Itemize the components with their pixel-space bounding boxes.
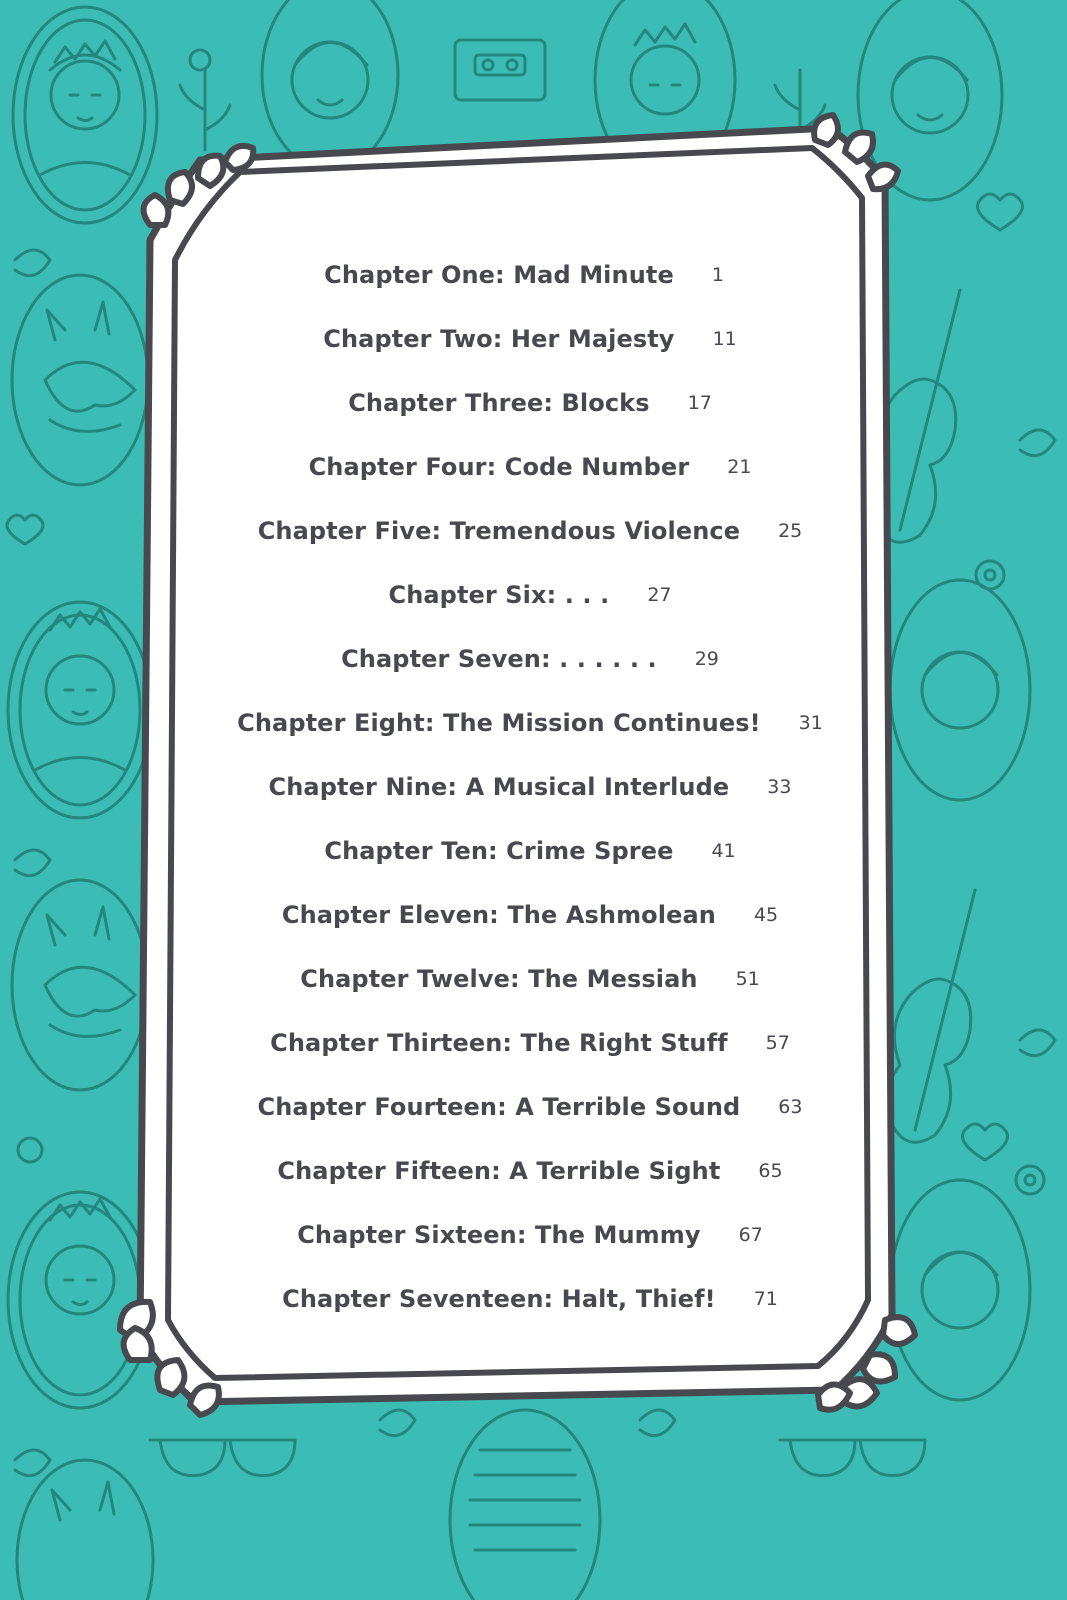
chapter-title: Chapter Nine: A Musical Interlude <box>268 773 730 801</box>
chapter-title: Chapter Twelve: The Messiah <box>300 965 698 993</box>
chapter-title: Chapter Five: Tremendous Violence <box>257 517 741 545</box>
toc-entry[interactable] <box>170 831 890 871</box>
page-number: 57 <box>765 1032 790 1054</box>
chapter-title: Chapter Sixteen: The Mummy <box>297 1221 701 1249</box>
page-number: 33 <box>767 776 792 798</box>
toc-entry[interactable] <box>170 895 890 935</box>
page-number: 17 <box>687 392 712 414</box>
chapter-title: Chapter Seventeen: Halt, Thief! <box>282 1285 716 1313</box>
page-number: 67 <box>738 1224 763 1246</box>
toc-entry[interactable] <box>170 767 890 807</box>
page-number: 29 <box>694 648 719 670</box>
page-number: 71 <box>753 1288 778 1310</box>
toc-entry[interactable] <box>170 1151 890 1191</box>
toc-entry[interactable] <box>170 703 890 743</box>
toc-entry[interactable] <box>170 255 890 295</box>
chapter-title: Chapter Fifteen: A Terrible Sight <box>277 1157 721 1185</box>
page-number: 25 <box>778 520 803 542</box>
page-number: 63 <box>778 1096 803 1118</box>
chapter-title: Chapter Two: Her Majesty <box>323 325 675 353</box>
chapter-title: Chapter Three: Blocks <box>348 389 650 417</box>
page-number: 1 <box>711 264 724 286</box>
chapter-title: Chapter Eight: The Mission Continues! <box>237 709 761 737</box>
page-number: 65 <box>758 1160 783 1182</box>
toc-entry[interactable] <box>170 447 890 487</box>
toc-entry[interactable] <box>170 959 890 999</box>
toc-entry[interactable] <box>170 639 890 679</box>
page-number: 11 <box>712 328 737 350</box>
chapter-title: Chapter One: Mad Minute <box>324 261 674 289</box>
chapter-title: Chapter Seven: . . . . . . <box>341 645 657 673</box>
toc-entry[interactable] <box>170 1087 890 1127</box>
page-number: 41 <box>711 840 736 862</box>
toc-entry[interactable] <box>170 1279 890 1319</box>
chapter-title: Chapter Ten: Crime Spree <box>324 837 674 865</box>
chapter-title: Chapter Fourteen: A Terrible Sound <box>257 1093 741 1121</box>
toc-entry[interactable] <box>170 1215 890 1255</box>
toc-entry[interactable] <box>170 383 890 423</box>
chapter-title: Chapter Eleven: The Ashmolean <box>281 901 716 929</box>
page-number: 21 <box>727 456 752 478</box>
page-number: 31 <box>798 712 823 734</box>
toc-entry[interactable] <box>170 319 890 359</box>
page-number: 27 <box>647 584 672 606</box>
toc-entry[interactable] <box>170 575 890 615</box>
page-number: 51 <box>735 968 760 990</box>
chapter-title: Chapter Four: Code Number <box>308 453 690 481</box>
toc-entry[interactable] <box>170 511 890 551</box>
page-number: 45 <box>753 904 779 926</box>
chapter-title: Chapter Thirteen: The Right Stuff <box>270 1029 728 1057</box>
chapter-title: Chapter Six: . . . <box>388 581 610 609</box>
toc-entry[interactable] <box>170 1023 890 1063</box>
